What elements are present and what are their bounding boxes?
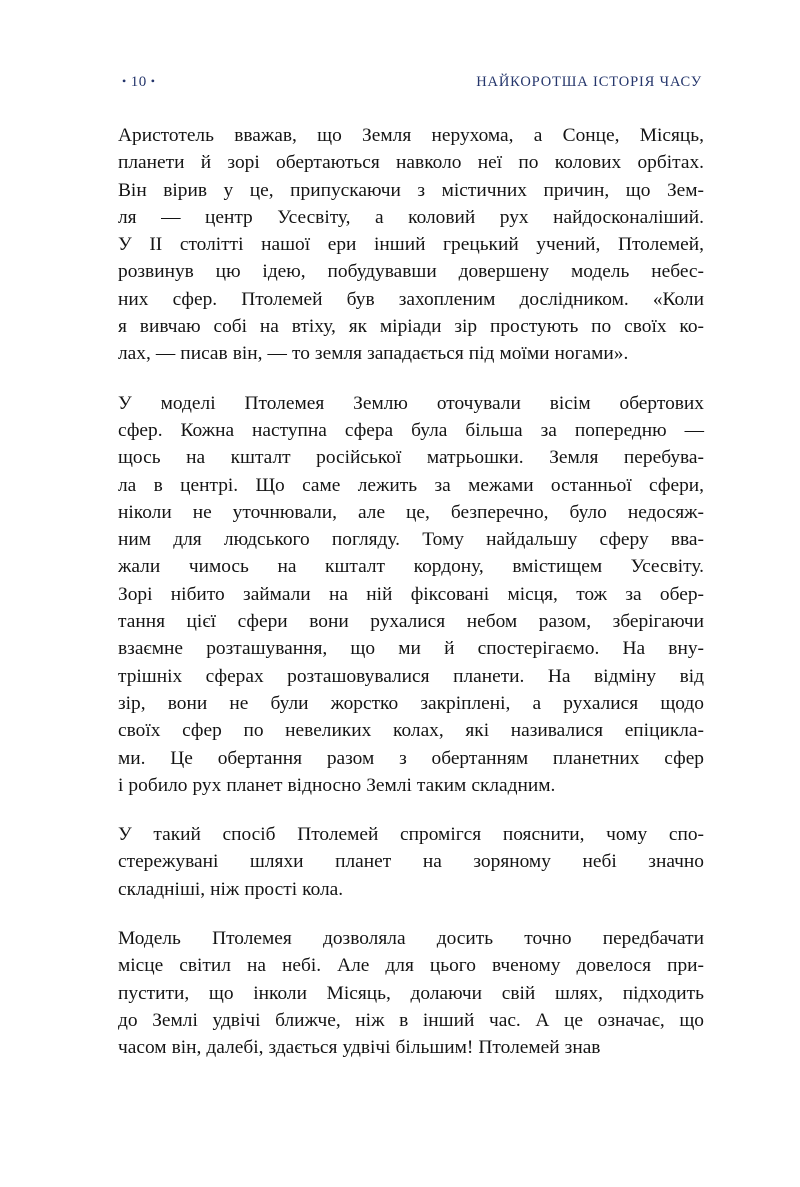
text-line: щось на кшталт російської матрьошки. Земля перебува- — [118, 447, 704, 469]
text-line: і робило рух планет відносно Землі таким складним. — [118, 774, 556, 796]
text-line: У такий спосіб Птолемей спромігся пояснити, чому спо- — [118, 824, 704, 846]
text-line: Модель Птолемея дозволяла досить точно передбачати — [118, 928, 704, 950]
folio-number: 10 — [130, 74, 147, 91]
text-line: часом він, далебі, здається удвічі більшим! Птолемей знав — [118, 1037, 601, 1059]
text-line: них сфер. Птолемей був захопленим дослідником. «Коли — [118, 288, 704, 310]
text-line: до Землі удвічі ближче, ніж в інший час. А це означає, що — [118, 1009, 704, 1031]
text-line: ніколи не уточнювали, але це, безперечно, було недосяж- — [118, 501, 704, 523]
text-line: стережувані шляхи планет на зоряному небі значно — [118, 851, 704, 873]
text-line: лах, — писав він, — то земля западається під моїми ногами». — [118, 343, 629, 365]
text-line: ля — центр Усесвіту, а коловий рух найдосконаліший. — [118, 206, 704, 228]
text-line: складніші, ніж прості кола. — [118, 878, 344, 900]
text-line: У моделі Птолемея Землю оточували вісім обертових — [118, 392, 704, 414]
text-line: планети й зорі обертаються навколо неї по колових орбітах. — [118, 152, 704, 174]
text-line: зір, вони не були жорстко закріплені, а рухалися щодо — [118, 692, 704, 714]
page-folio — [118, 74, 159, 91]
paragraph-3 — [118, 821, 704, 903]
text-line: трішніх сферах розташовувалися планети. На відміну від — [118, 665, 704, 687]
running-header — [118, 74, 702, 91]
paragraph-4 — [118, 925, 704, 1061]
text-line: Зорі нібито займали на ній фіксовані місця, тож за обер- — [118, 583, 704, 605]
paragraph-2 — [118, 390, 704, 799]
text-line: пустити, що інколи Місяць, долаючи свій шлях, підходить — [118, 982, 704, 1004]
text-line: розвинув цю ідею, побудувавши довершену модель небес- — [118, 261, 704, 283]
body-text — [118, 122, 704, 1062]
text-line: ла в центрі. Що саме лежить за межами останньої сфери, — [118, 474, 704, 496]
text-line: ним для людського погляду. Тому найдальшу сферу вва- — [118, 529, 704, 551]
text-line: ми. Це обертання разом з обертанням планетних сфер — [118, 747, 704, 769]
folio-bullet-right: • — [150, 74, 156, 88]
text-line: сфер. Кожна наступна сфера була більша за попередню — — [118, 419, 704, 441]
text-line: взаємне розташування, що ми й спостерігаємо. На вну- — [118, 638, 704, 660]
text-line: своїх сфер по невеликих колах, які називалися епіцикла- — [118, 720, 704, 742]
text-line: Він вірив у це, припускаючи з містичних причин, що Зем- — [118, 179, 704, 201]
paragraph-1 — [118, 122, 704, 368]
folio-bullet-left: • — [122, 74, 127, 88]
text-line: тання цієї сфери вони рухалися небом разом, зберігаючи — [118, 611, 704, 633]
text-line: жали чимось на кшталт кордону, вмістищем Усесвіту. — [118, 556, 704, 578]
text-line: Аристотель вважав, що Земля нерухома, а Сонце, Місяць, — [118, 125, 704, 146]
text-line: місце світил на небі. Але для цього вченому довелося при- — [118, 955, 704, 977]
text-line: У II столітті нашої ери інший грецький учений, Птолемей, — [118, 234, 704, 256]
running-title: НАЙКОРОТША ІСТОРІЯ ЧАСУ — [476, 74, 702, 91]
text-line: я вивчаю собі на втіху, як міріади зір простують по своїх ко- — [118, 316, 704, 338]
